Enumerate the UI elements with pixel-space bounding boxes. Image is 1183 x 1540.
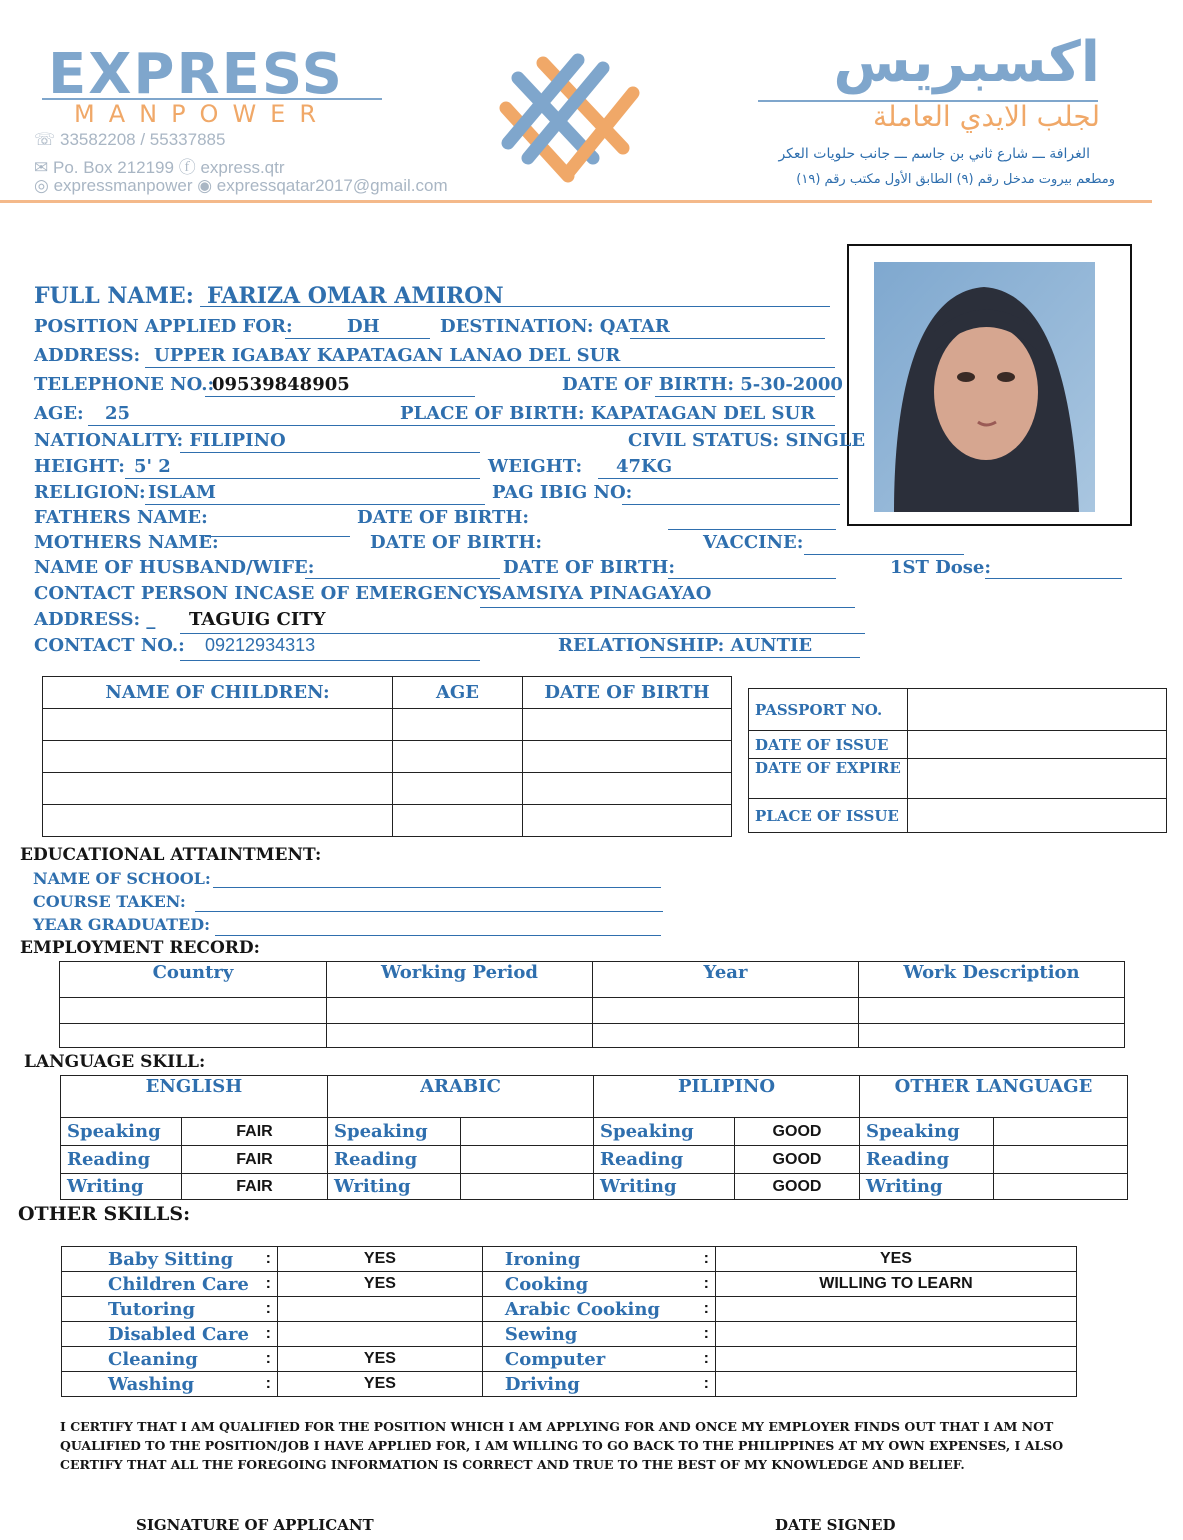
facebook-text: express.qtr bbox=[200, 158, 285, 177]
certification-line-2: QUALIFIED TO THE POSITION/JOB I HAVE APPLIED FOR, I AM WILLING TO GO BACK TO THE PHILIPPINES AT MY OWN EXPENSES, I ALSO bbox=[60, 1438, 1064, 1453]
skill-washing-value: YES bbox=[277, 1372, 482, 1397]
relationship-label: RELATIONSHIP: AUNTIE bbox=[558, 635, 813, 656]
date-of-issue-label: DATE OF ISSUE bbox=[749, 731, 908, 759]
language-table bbox=[60, 1075, 1128, 1200]
table-row bbox=[62, 1322, 1077, 1347]
skill-colon: : bbox=[691, 1347, 716, 1372]
contact-phones bbox=[34, 130, 225, 150]
passport-table bbox=[748, 688, 1167, 833]
skill-cleaning-label: Cleaning bbox=[62, 1347, 255, 1372]
spouse-dob-underline bbox=[668, 578, 836, 579]
company-logo-arabic-subtitle: لجلب الايدي العاملة bbox=[873, 100, 1100, 133]
telephone-underline bbox=[205, 396, 475, 397]
contact-pobox bbox=[34, 153, 285, 178]
religion-label: RELIGION: bbox=[34, 482, 146, 503]
employment-cell[interactable] bbox=[60, 1024, 327, 1048]
education-title: EDUCATIONAL ATTAINTMENT: bbox=[20, 845, 322, 865]
children-dob-header: DATE OF BIRTH bbox=[523, 677, 732, 709]
english-header: ENGLISH bbox=[61, 1076, 328, 1118]
applicant-photo-frame bbox=[847, 244, 1132, 526]
table-row bbox=[62, 1297, 1077, 1322]
other-skills-title: OTHER SKILLS: bbox=[18, 1203, 191, 1225]
position-value: DH bbox=[347, 316, 380, 337]
destination-underline bbox=[630, 338, 825, 339]
employment-cell[interactable] bbox=[327, 1024, 593, 1048]
other-skills-table bbox=[61, 1246, 1077, 1397]
company-logo-arabic: اكسبريس bbox=[833, 30, 1100, 95]
course-underline bbox=[195, 911, 663, 912]
instagram-text: expressmanpower bbox=[53, 176, 193, 195]
header-divider bbox=[0, 200, 1152, 203]
phone-icon: ☏ bbox=[34, 130, 56, 149]
english-reading-value: FAIR bbox=[182, 1146, 328, 1174]
full-name-label: FULL NAME: bbox=[34, 283, 194, 309]
skill-children-care-value: YES bbox=[277, 1272, 482, 1297]
pilipino-writing-value: GOOD bbox=[735, 1174, 860, 1200]
certification-line-3: CERTIFY THAT ALL THE FOREGOING INFORMATION IS CORRECT AND TRUE TO THE BEST OF MY KNOWLEDGE AND BELIEF. bbox=[60, 1457, 965, 1472]
full-name-underline bbox=[200, 306, 830, 307]
first-dose-underline bbox=[985, 578, 1122, 579]
position-label: POSITION APPLIED FOR: bbox=[34, 316, 293, 337]
english-reading-label: Reading bbox=[61, 1146, 182, 1174]
skill-colon: : bbox=[691, 1297, 716, 1322]
date-signed-label: DATE SIGNED bbox=[775, 1516, 896, 1534]
skill-driving-label: Driving bbox=[482, 1372, 691, 1397]
vaccine-underline bbox=[804, 554, 964, 555]
skill-colon: : bbox=[255, 1322, 278, 1347]
date-of-expire-value[interactable] bbox=[907, 759, 1166, 799]
arabic-writing-value bbox=[461, 1174, 594, 1200]
employment-title: EMPLOYMENT RECORD: bbox=[20, 938, 260, 958]
instagram-icon: ◎ bbox=[34, 176, 49, 195]
skill-colon: : bbox=[255, 1297, 278, 1322]
age-value: 25 bbox=[105, 403, 131, 424]
contact-number-underline bbox=[180, 660, 480, 661]
pobox-text: Po. Box 212199 bbox=[52, 158, 174, 177]
weight-label: WEIGHT: bbox=[488, 456, 583, 477]
height-underline bbox=[125, 478, 480, 479]
certification-text bbox=[60, 1417, 1063, 1474]
religion-underline bbox=[145, 504, 485, 505]
mothers-dob-label: DATE OF BIRTH: bbox=[370, 532, 543, 553]
date-of-issue-value[interactable] bbox=[907, 731, 1166, 759]
pilipino-writing-label: Writing bbox=[594, 1174, 735, 1200]
skill-cleaning-value: YES bbox=[277, 1347, 482, 1372]
country-header: Country bbox=[60, 962, 327, 998]
pilipino-speaking-label: Speaking bbox=[594, 1118, 735, 1146]
employment-cell[interactable] bbox=[593, 1024, 859, 1048]
emergency-contact-underline bbox=[480, 607, 855, 608]
skill-ironing-value: YES bbox=[715, 1247, 1076, 1272]
skill-disabled-care-label: Disabled Care bbox=[62, 1322, 255, 1347]
arabic-address-line-1: الغرافة ـــ شارع ثاني بن جاسم ـــ جانب حلويات العكر bbox=[778, 146, 1090, 162]
skill-children-care-label: Children Care bbox=[62, 1272, 255, 1297]
contact-address-label: ADDRESS: _ bbox=[34, 609, 156, 630]
table-row bbox=[60, 1024, 1125, 1048]
child-dob-cell[interactable] bbox=[523, 709, 732, 741]
mail-icon: ✉ bbox=[34, 158, 49, 177]
contact-number-label: CONTACT NO.: bbox=[34, 635, 185, 656]
child-age-cell[interactable] bbox=[393, 709, 523, 741]
skill-arabic-cooking-value bbox=[715, 1297, 1076, 1322]
arabic-reading-value bbox=[461, 1146, 594, 1174]
skill-colon: : bbox=[691, 1247, 716, 1272]
table-row bbox=[43, 805, 732, 837]
address-value: UPPER IGABAY KAPATAGAN LANAO DEL SUR bbox=[154, 345, 621, 366]
child-name-cell[interactable] bbox=[43, 709, 393, 741]
age-label: AGE: bbox=[34, 403, 84, 424]
arabic-speaking-label: Speaking bbox=[328, 1118, 461, 1146]
full-name-value: FARIZA OMAR AMIRON bbox=[207, 283, 504, 309]
year-header: Year bbox=[593, 962, 859, 998]
other-reading-label: Reading bbox=[860, 1146, 994, 1174]
child-age-cell[interactable] bbox=[393, 773, 523, 805]
certification-line-1: I CERTIFY THAT I AM QUALIFIED FOR THE POSITION WHICH I AM APPLYING FOR AND ONCE MY EMPLOYER FINDS OUT THAT I AM NOT bbox=[60, 1419, 1054, 1434]
pob-label: PLACE OF BIRTH: KAPATAGAN DEL SUR bbox=[400, 403, 816, 424]
weight-underline bbox=[598, 478, 838, 479]
employment-cell[interactable] bbox=[859, 998, 1125, 1024]
pilipino-header: PILIPINO bbox=[594, 1076, 860, 1118]
english-speaking-label: Speaking bbox=[61, 1118, 182, 1146]
address-underline bbox=[145, 367, 835, 368]
child-name-cell[interactable] bbox=[43, 741, 393, 773]
english-writing-value: FAIR bbox=[182, 1174, 328, 1200]
date-of-expire-label: DATE OF EXPIRE bbox=[749, 759, 908, 799]
arabic-address-line-2: ومطعم بيروت مدخل رقم (٩) الطابق الأول مكتب رقم (١٩) bbox=[796, 172, 1115, 187]
place-of-issue-value[interactable] bbox=[907, 799, 1166, 833]
company-logo-subtitle: MANPOWER bbox=[74, 100, 331, 128]
nationality-underline bbox=[180, 452, 480, 453]
other-speaking-value bbox=[994, 1118, 1128, 1146]
arabic-speaking-value bbox=[461, 1118, 594, 1146]
child-dob-cell[interactable] bbox=[523, 805, 732, 837]
table-row bbox=[62, 1247, 1077, 1272]
height-label: HEIGHT: bbox=[34, 456, 125, 477]
year-graduated-underline bbox=[215, 935, 661, 936]
pagibig-label: PAG IBIG NO: bbox=[492, 482, 633, 503]
mothers-name-underline bbox=[205, 536, 350, 537]
english-writing-label: Writing bbox=[61, 1174, 182, 1200]
other-speaking-label: Speaking bbox=[860, 1118, 994, 1146]
height-value: 5' 2 bbox=[134, 456, 171, 477]
facebook-icon: ⓕ bbox=[178, 158, 196, 177]
other-writing-label: Writing bbox=[860, 1174, 994, 1200]
email-icon: ◉ bbox=[197, 176, 213, 195]
table-row bbox=[43, 741, 732, 773]
skill-colon: : bbox=[255, 1272, 278, 1297]
skill-cooking-value: WILLING TO LEARN bbox=[715, 1272, 1076, 1297]
destination-label: DESTINATION: QATAR bbox=[440, 316, 670, 337]
telephone-value: 09539848905 bbox=[212, 374, 350, 395]
emergency-contact-label: CONTACT PERSON INCASE OF EMERGENCY: bbox=[34, 583, 495, 604]
pilipino-speaking-value: GOOD bbox=[735, 1118, 860, 1146]
fathers-name-label: FATHERS NAME: bbox=[34, 507, 208, 528]
skill-washing-label: Washing bbox=[62, 1372, 255, 1397]
pilipino-reading-value: GOOD bbox=[735, 1146, 860, 1174]
civil-status-label: CIVIL STATUS: SINGLE bbox=[628, 430, 866, 451]
skill-baby-sitting-value: YES bbox=[277, 1247, 482, 1272]
skill-disabled-care-value bbox=[277, 1322, 482, 1347]
signature-applicant-label: SIGNATURE OF APPLICANT bbox=[136, 1516, 374, 1534]
contact-social bbox=[34, 176, 448, 196]
child-dob-cell[interactable] bbox=[523, 741, 732, 773]
working-period-header: Working Period bbox=[327, 962, 593, 998]
emergency-contact-value: SAMSIYA PINAGAYAO bbox=[489, 583, 712, 604]
fathers-dob-underline bbox=[668, 529, 836, 530]
passport-no-value[interactable] bbox=[907, 689, 1166, 731]
other-language-header: OTHER LANGUAGE bbox=[860, 1076, 1128, 1118]
phones-text: 33582208 / 55337885 bbox=[60, 130, 226, 149]
table-row bbox=[43, 773, 732, 805]
child-age-cell[interactable] bbox=[393, 805, 523, 837]
spouse-name-underline bbox=[305, 578, 500, 579]
dob-underline bbox=[655, 396, 835, 397]
skill-colon: : bbox=[691, 1272, 716, 1297]
company-emblem-icon bbox=[498, 48, 648, 188]
pagibig-underline bbox=[622, 504, 840, 505]
table-row bbox=[62, 1272, 1077, 1297]
pob-underline bbox=[470, 425, 835, 426]
work-description-header: Work Description bbox=[859, 962, 1125, 998]
table-row bbox=[43, 709, 732, 741]
course-label: COURSE TAKEN: bbox=[33, 892, 186, 911]
employment-cell[interactable] bbox=[327, 998, 593, 1024]
child-name-cell[interactable] bbox=[43, 805, 393, 837]
child-name-cell[interactable] bbox=[43, 773, 393, 805]
employment-table bbox=[59, 961, 1125, 1048]
skill-ironing-label: Ironing bbox=[482, 1247, 691, 1272]
skill-cooking-label: Cooking bbox=[482, 1272, 691, 1297]
table-row bbox=[60, 998, 1125, 1024]
first-dose-label: 1ST Dose: bbox=[890, 557, 992, 578]
skill-colon: : bbox=[255, 1247, 278, 1272]
pilipino-reading-label: Reading bbox=[594, 1146, 735, 1174]
other-reading-value bbox=[994, 1146, 1128, 1174]
school-underline bbox=[213, 887, 661, 888]
vaccine-label: VACCINE: bbox=[703, 532, 804, 553]
fathers-dob-label: DATE OF BIRTH: bbox=[357, 507, 530, 528]
table-row bbox=[62, 1372, 1077, 1397]
religion-value: ISLAM bbox=[148, 482, 216, 503]
skill-computer-label: Computer bbox=[482, 1347, 691, 1372]
nationality-label: NATIONALITY: FILIPINO bbox=[34, 430, 286, 451]
skill-baby-sitting-label: Baby Sitting bbox=[62, 1247, 255, 1272]
contact-number-value: 09212934313 bbox=[205, 635, 316, 655]
skill-colon: : bbox=[691, 1372, 716, 1397]
skill-computer-value bbox=[715, 1347, 1076, 1372]
employment-cell[interactable] bbox=[859, 1024, 1125, 1048]
applicant-photo bbox=[874, 262, 1095, 512]
skill-tutoring-value bbox=[277, 1297, 482, 1322]
school-label: NAME OF SCHOOL: bbox=[33, 869, 211, 888]
children-table bbox=[42, 676, 732, 837]
skill-colon: : bbox=[691, 1322, 716, 1347]
age-underline bbox=[88, 425, 473, 426]
relationship-underline bbox=[640, 657, 860, 658]
english-speaking-value: FAIR bbox=[182, 1118, 328, 1146]
contact-address-value: TAGUIG CITY bbox=[189, 609, 326, 630]
employment-cell[interactable] bbox=[60, 998, 327, 1024]
skill-driving-value bbox=[715, 1372, 1076, 1397]
skill-sewing-value bbox=[715, 1322, 1076, 1347]
company-logo-text: EXPRESS bbox=[48, 42, 344, 107]
contact-address-underline bbox=[180, 633, 865, 634]
language-title: LANGUAGE SKILL: bbox=[24, 1052, 206, 1072]
child-age-cell[interactable] bbox=[393, 741, 523, 773]
place-of-issue-label: PLACE OF ISSUE bbox=[749, 799, 908, 833]
skill-colon: : bbox=[255, 1372, 278, 1397]
arabic-writing-label: Writing bbox=[328, 1174, 461, 1200]
mothers-name-label: MOTHERS NAME: bbox=[34, 532, 219, 553]
telephone-label: TELEPHONE NO.: bbox=[34, 374, 215, 395]
skill-colon: : bbox=[255, 1347, 278, 1372]
children-age-header: AGE bbox=[393, 677, 523, 709]
spouse-dob-label: DATE OF BIRTH: bbox=[503, 557, 676, 578]
table-row bbox=[62, 1347, 1077, 1372]
skill-sewing-label: Sewing bbox=[482, 1322, 691, 1347]
children-name-header: NAME OF CHILDREN: bbox=[43, 677, 393, 709]
employment-cell[interactable] bbox=[593, 998, 859, 1024]
skill-tutoring-label: Tutoring bbox=[62, 1297, 255, 1322]
skill-arabic-cooking-label: Arabic Cooking bbox=[482, 1297, 691, 1322]
year-graduated-label: YEAR GRADUATED: bbox=[33, 915, 211, 934]
arabic-header: ARABIC bbox=[328, 1076, 594, 1118]
other-writing-value bbox=[994, 1174, 1128, 1200]
weight-value: 47KG bbox=[616, 456, 673, 477]
spouse-name-label: NAME OF HUSBAND/WIFE: bbox=[34, 557, 315, 578]
address-label: ADDRESS: bbox=[34, 345, 141, 366]
arabic-reading-label: Reading bbox=[328, 1146, 461, 1174]
child-dob-cell[interactable] bbox=[523, 773, 732, 805]
email-text: expressqatar2017@gmail.com bbox=[216, 176, 448, 195]
passport-no-label: PASSPORT NO. bbox=[749, 689, 908, 731]
position-underline bbox=[285, 338, 430, 339]
dob-label: DATE OF BIRTH: 5-30-2000 bbox=[562, 374, 843, 395]
